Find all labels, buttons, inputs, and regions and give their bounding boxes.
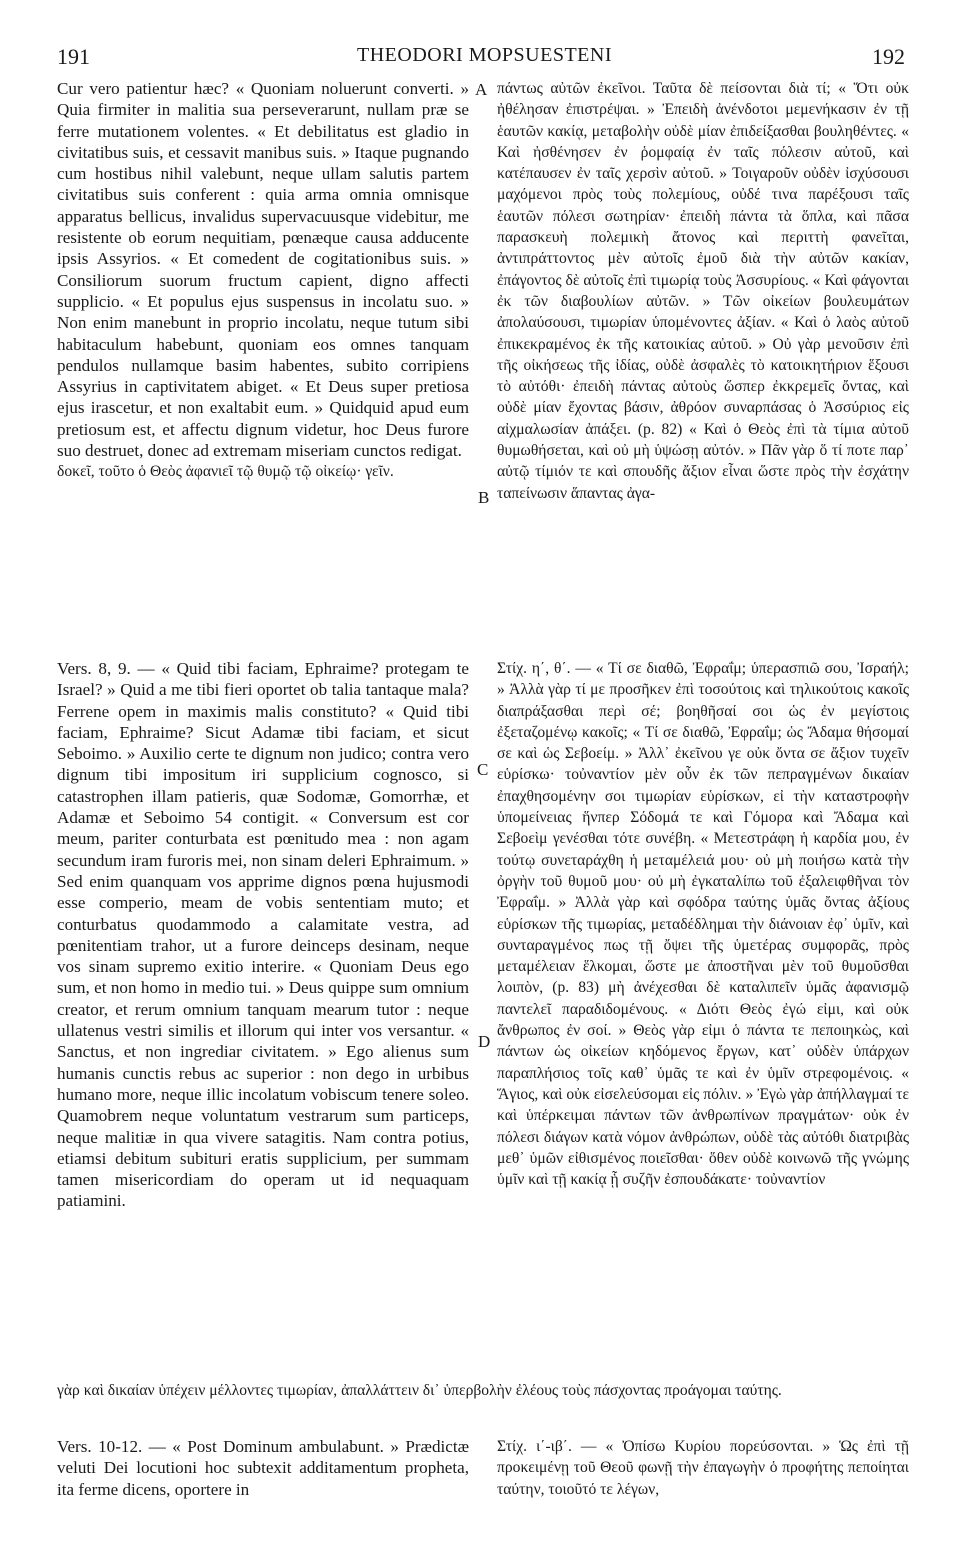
- greek-column-top: [497, 78, 909, 504]
- section-marker-c: C: [477, 760, 489, 779]
- latin-column-top: [57, 78, 469, 483]
- latin-column-bottom: [57, 1436, 469, 1500]
- section-marker-b: B: [478, 488, 490, 507]
- latin-paragraph-3: Vers. 10-12. — « Post Dominum ambulabunt. » Prædictæ veluti Dei locutioni hoc subtexit additamentum propheta, ita ferme dicens, oportere in: [57, 1437, 469, 1499]
- section-marker-d: D: [478, 1032, 491, 1051]
- greek-paragraph-3: Στίχ. ι΄-ιβ΄. — « Ὀπίσω Κυρίου πορεύσονται. » Ὡς ἐπὶ τῇ προκειμένῃ τοῦ Θεοῦ φωνῇ τὴν ἐπαγωγὴν ὁ προφήτης πεποίηται ταύτην, τοιοῦτό τε λέγων,: [497, 1438, 909, 1498]
- page-number-left: 191: [57, 44, 90, 69]
- full-width-greek-line: γὰρ καὶ δικαίαν ὑπέχειν μέλλοντες τιμωρίαν, ἀπαλλάττειν δι᾽ ὑπερβολὴν ἐλέους τοὺς πάσχοντας προάγομαι ταύτης.: [57, 1382, 782, 1399]
- greek-column-middle: [497, 658, 909, 1190]
- greek-paragraph-2: Στίχ. η΄, θ΄. — « Τί σε διαθῶ, Ἐφραΐμ; ὑπερασπιῶ σου, Ἰσραήλ; » Ἀλλὰ γὰρ τί με προσῆκεν ἐπὶ τοσούτοις καὶ τηλικούτοις κακοῖς διαπράξασθαι περὶ σέ; βοηθῆσαί σοι ὡς ἐν μεγίστοις ἐξεταζομένῳ κακοῖς; « Τί σε διαθῶ, Ἐφραΐμ; ὡς Ἄδαμα θήσομαί σε καὶ ὡς Σεβοείμ. » Ἀλλ᾽ ἐκεῖνου γε οὐκ ὄντα σε ἄξιον τυχεῖν εὑρίσκω· τοὐναντίον μὲν οὖν ἐκ τῶν πεπραγμένων δικαίαν ἐπαχθησομένην σοι τιμωρίαν εὑρίσκων, εἰ τὴν καταστροφὴν ὑπομείνειας ἥνπερ Σόδομά τε καὶ Γόμορα καὶ Ἄδαμα καὶ Σεβοεὶμ γενέσθαι τότε συνέβη. « Μετεστράφη ἡ καρδία μου, ἐν τούτῳ συνεταράχθη ἡ μεταμέλειά μου· οὐ μὴ ποιήσω κατὰ τὴν ὀργὴν τοῦ θυμοῦ μου· οὐ μὴ ἐγκαταλίπω τοῦ ἐξαλειφθῆναι τὸν Ἐφραΐμ. » Ἀλλὰ γὰρ καὶ σφόδρα ταύτης ὑμᾶς ὄντας ἀξίους εὑρίσκων τῆς τιμωρίας, μεταδέδλημαι τὴν διάνοιαν ἐφ᾽ ὑμῖν, καὶ συνταραγμένος πως τῇ ὄψει τῆς ὑμετέρας συμφορᾶς, πρὸς μεταμέλειαν ἕλκομαι, ὥστε με ἀποστῆναι μὲν τοῦ θυμοῦσθαι λοιπὸν, (p. 83) μὴ ἀνέχεσθαι δὲ καταλιπεῖν ὑμᾶς ἀφανισμῷ παντελεῖ παραδιδομένους. « Διότι Θεὸς ἐγώ εἰμι, καὶ οὐκ ἄνθρωπος ἐν σοί. » Θεὸς γὰρ εἰμι ὁ πάντα τε πεποιηκὼς, καὶ πάντων ὡς οἰκείων κηδόμενος ἔργων, κατ᾽ οὐδὲν ὑπάρχων παραπλήσιος τοῖς καθ᾽ ὑμᾶς τε καὶ ἐν ὑμῖν στρεφομένοις. « Ἅγιος, καὶ οὐκ εἰσελεύσομαι εἰς πόλιν. » Ἐγὼ γὰρ ἀπήλλαγμαί τε καὶ ὑπέρκειμαι πάντων τῶν ἀνθρωπίνων πραγμάτων· οὐκ ἐν πόλεσι διάγων κατὰ νόμον ἀνθρώπων, οὐδὲ τὰς αὐτόθι διατριβὰς μεθ᾽ ὑμῶν εἰθισμένος ποιεῖσθαι· ὅθεν οὐδὲ κοινωνῶ τῆς γνώμης ὑμῖν καὶ τῇ κακίᾳ ᾗ συζῆν ἐσπουδάκατε· τοὐναντίον: [497, 660, 909, 1189]
- latin-paragraph-1: Cur vero patientur hæc? « Quoniam noluerunt converti. » Quia firmiter in malitia sua perseverarunt, nullam præ se ferre mutationem volentes. « Et debilitatus est gladio in civitatibus suis, et cessavit manibus suis. » Itaque pugnando cum hostibus nihil valebunt, neque ullam salutis partem civitatibus suis conferent : quia arma omnia omnisque apparatus bellicus, invalidus supervacuusque videbitur, me resistente ob eorum nequitiam, pœnæque causa adducente ipsis Assyrios. « Et comedent de cogitationibus suis. » Consiliorum suorum fructum capient, digno affecti supplicio. « Et populus ejus suspensus in incolatu suo. » Non enim manebunt in proprio incolatu, neque tutum sibi habitaculum habebunt, quoniam eos omnes tanquam pendulos nullamque basim habentes, subito corripiens Assyrius in captivitatem abiget. « Et Deus super pretiosa ejus irascetur, et non exaltabit eum. » Quidquid apud eum pretiosum est, et affectu dignum videtur, hoc Deus furore suo destruet, donec ad extremam miseriam cunctos redigat.: [57, 79, 469, 461]
- latin-column-middle: [57, 658, 469, 1212]
- greek-column-bottom: [497, 1436, 909, 1500]
- page-number-right: 192: [872, 44, 905, 69]
- page-header: [0, 44, 969, 68]
- section-marker-a: A: [475, 80, 488, 99]
- greek-paragraph-1: πάντως αὐτῶν ἐκεῖνοι. Ταῦτα δὲ πείσονται διὰ τί; « Ὅτι οὐκ ἠθέλησαν ἐπιστρέψαι. » Ἐπειδὴ ἀνένδοτοι μεμενήκασιν ἐν τῇ ἑαυτῶν κακίᾳ, μεταβολὴν οὐδὲ μίαν ἐπιδείξασθαι βουληθέντες. « Καὶ ἠσθένησεν ἐν ῥομφαίᾳ ἐν ταῖς πόλεσιν αὐτοῦ, καὶ κατέπαυσεν ἐν ταῖς χερσὶν αὐτοῦ. » Τοιγαροῦν οὐδὲν ἰσχύσουσι μαχόμενοι πρὸς τοὺς πολεμίους, οὐδέ τινα παρέξουσι ταῖς ἑαυτῶν πόλεσι σωτηρίαν· ἐπειδὴ πάντα τὰ ὅπλα, καὶ πᾶσα παρασκευὴ πολεμικὴ ἄτονος καὶ περιττὴ φανεῖται, ἀντιπράττοντος μὲν αὐτοῖς ἐμοῦ διὰ τὴν αὐτῶν κακίαν, ἐπάγοντος δὲ αὐτοῖς ἐπὶ τιμωρίᾳ τοὺς Ἀσσυρίους. « Καὶ φάγονται ἐκ τῶν διαβουλίων αὐτῶν. » Τῶν οἰκείων βουλευμάτων ἀπολαύσουσι, τιμωρίαν ὑπομένοντες ἀξίαν. « Καὶ ὁ λαὸς αὐτοῦ ἐπικεκραμένος ἐκ τῆς κατοικίας αὐτοῦ. » Οὐ γὰρ μενοῦσιν ἐπὶ τῆς οἰκήσεως τῆς ἰδίας, οὐδὲ ἀσφαλὲς τὸ κατοικητήριον ἕξουσι τὸ αὐτόθι· ἐπειδὴ πάντας αὐτοὺς ὥσπερ ἐκκρεμεῖς ὄντας, καὶ οὐδὲ μίαν ἔχοντας βάσιν, ἀθρόον συναρπάσας ὁ Ἀσσύριος εἰς αἰχμαλωσίαν ἀπάξει. (p. 82) « Καὶ ὁ Θεὸς ἐπὶ τὰ τίμια αὐτοῦ θυμωθήσεται, καὶ οὐ μὴ ὑψώσῃ αὐτόν. » Πᾶν γὰρ ὅ τί ποτε παρ᾽ αὐτῷ τίμιόν τε καὶ σπουδῆς ἄξιον εἶναι ὥστε πρὸς τὴν ἐσχάτην ταπείνωσιν ἅπαντας ἀγα-: [497, 80, 909, 502]
- latin-greek-tail: δοκεῖ, τοῦτο ὁ Θεὸς ἀφανιεῖ τῷ θυμῷ τῷ οἰκείῳ· γεῖν.: [57, 463, 394, 481]
- latin-paragraph-2: Vers. 8, 9. — « Quid tibi faciam, Ephraime? protegam te Israel? » Quid a me tibi fieri oportet ob talia tantaque mala? Ferrene opem in maximis malis constituto? « Quid tibi faciam, Ephraime? Sicut Adamæ tibi faciam, et sicut Seboimo. » Auxilio certe te dignum non judico; contra vero dignum tibi impositum iri supplicium cognosco, si catastrophen illam patieris, quæ Sodomæ, Gomorrhæ, et Adamæ et Seboimo 54 contigit. « Conversum est cor meum, pariter conturbata est pœnitudo mea : non agam secundum iram furoris mei, non sinam deleri Ephraimum. » Sed enim quanquam vos apprime dignos pœna hujusmodi esse comperio, meam de vobis sententiam muto; et conturbatus quodammodo a calamitate vestra, ad pœnitentiam trahor, ut a furore deinceps desinam, neque vos sinam supremo exitio interire. « Quoniam Deus ego sum, et non homo in medio tui. » Deus quippe sum omnium creator, et rerum omnium tanquam mearum tutor : neque ullatenus vestri similis et illorum qui inter vos versantur. « Sanctus, et non ingrediar civitatem. » Ego alienus sum humanis cunctis rebus ac superior : non dego in urbibus humano more, neque illic incolatum vobiscum tenere soleo. Quamobrem neque voluntatum vestrarum sum particeps, neque malitiæ in qua vivere satagitis. Nam contra potius, etiamsi debitum subituri eratis supplicium, per summam tamen misericordiam do operam ut id nequaquam patiamini.: [57, 659, 469, 1211]
- running-title: THEODORI MOPSUESTENI: [357, 44, 612, 66]
